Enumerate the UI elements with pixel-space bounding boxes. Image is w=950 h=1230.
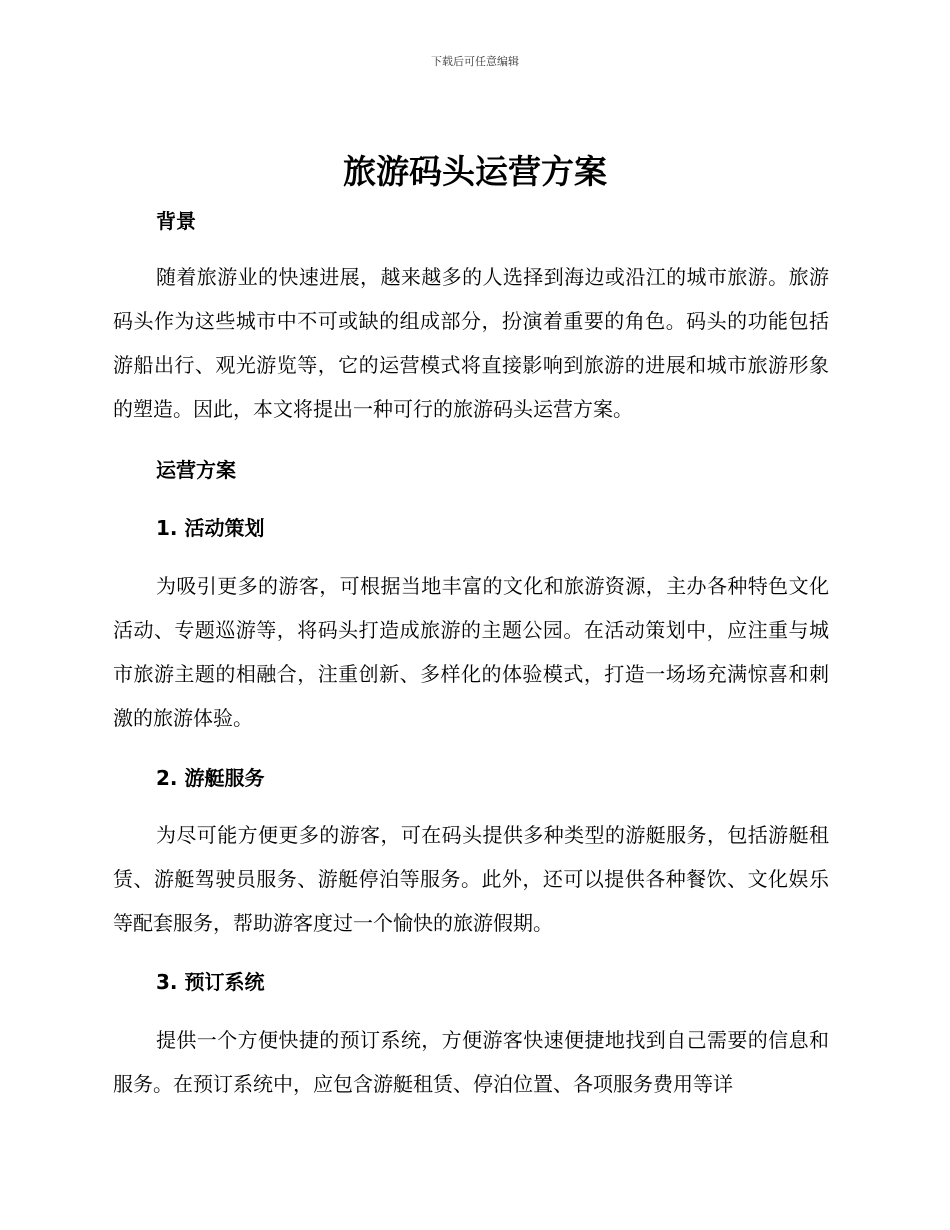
subsection-heading-booking-system: 3. 预订系统 [156, 970, 265, 994]
paragraph-booking-system: 提供一个方便快捷的预订系统，方便游客快速便捷地找到自己需要的信息和服务。在预订系统中，应包含游艇租赁、停泊位置、各项服务费用等详 [113, 1028, 829, 1096]
paragraph-yacht-service: 为尽可能方便更多的游客，可在码头提供多种类型的游艇服务，包括游艇租赁、游艇驾驶员服务、游艇停泊等服务。此外，还可以提供各种餐饮、文化娱乐等配套服务，帮助游客度过一个愉快的旅游假期。 [113, 823, 829, 935]
subsection-heading-yacht-service: 2. 游艇服务 [156, 766, 265, 790]
section-heading-background: 背景 [156, 209, 196, 233]
subsection-heading-activity-planning: 1. 活动策划 [156, 516, 265, 540]
paragraph-background: 随着旅游业的快速进展，越来越多的人选择到海边或沿江的城市旅游。旅游码头作为这些城市中不可或缺的组成部分，扮演着重要的角色。码头的功能包括游船出行、观光游览等，它的运营模式将直接影响到旅游的进展和城市旅游形象的塑造。因此，本文将提出一种可行的旅游码头运营方案。 [113, 265, 829, 421]
section-heading-operation-plan: 运营方案 [156, 458, 236, 482]
document-title: 旅游码头运营方案 [343, 152, 607, 191]
header-note: 下载后可任意编辑 [431, 55, 519, 68]
paragraph-activity-planning: 为吸引更多的游客，可根据当地丰富的文化和旅游资源，主办各种特色文化活动、专题巡游等，将码头打造成旅游的主题公园。在活动策划中，应注重与城市旅游主题的相融合，注重创新、多样化的体验模式，打造一场场充满惊喜和刺激的旅游体验。 [113, 574, 829, 730]
